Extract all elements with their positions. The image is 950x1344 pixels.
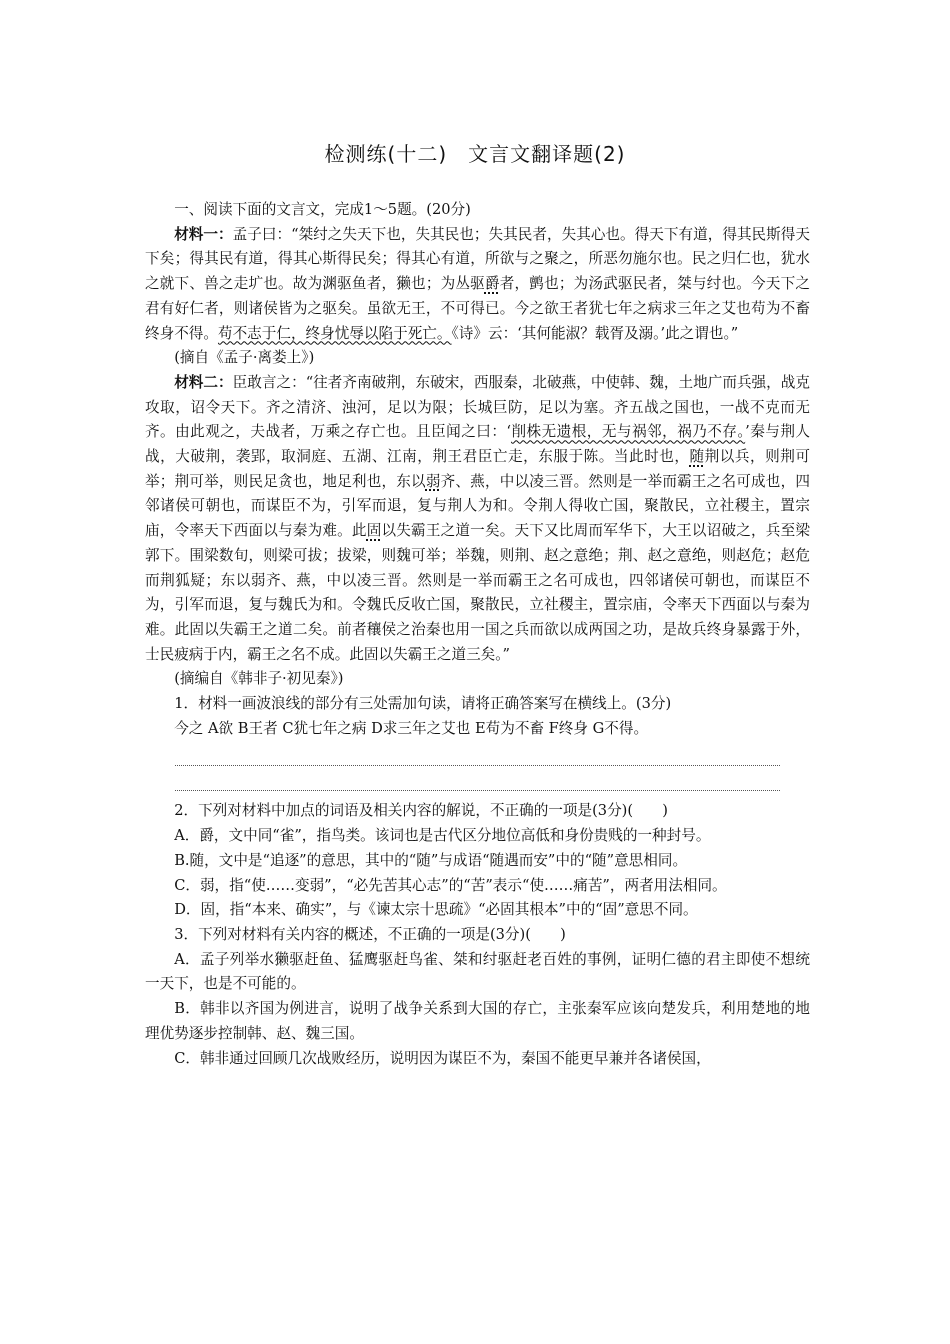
material-2-text-2: ’秦与荆人战，大破荆，袭郢，取洞庭、五湖、江南，荆王君臣亡走，东服于陈。当此时也， xyxy=(145,423,810,466)
material-1-text-1: 孟子曰：“桀纣之失天下也，失其民也；失其民者，失其心也。得天下有道，得其民斯得天下矣；得其民有道，得其心斯得民矣；得其心有道，所欲与之聚之，所恶勿施尔也。民之归仁也，犹水之就下、兽之走圹也。故为渊驱鱼者，獭也；为丛驱 xyxy=(145,225,810,293)
question-3-option-b: B．韩非以齐国为例进言，说明了战争关系到大国的存亡，主张秦军应该向楚发兵，利用楚地的地理优势逐步控制韩、赵、魏三国。 xyxy=(145,1000,810,1042)
material-2-wavy-underline: 削株无遗根，无与祸邻，祸乃不存。 xyxy=(511,423,746,441)
question-2-stem: 2．下列对材料中加点的词语及相关内容的解说，不正确的一项是(3分)( ) xyxy=(174,802,668,820)
question-3-stem: 3．下列对材料有关内容的概述，不正确的一项是(3分)( ) xyxy=(174,925,566,943)
question-3-option-c: C．韩非通过回顾几次战败经历，说明因为谋臣不为，秦国不能更早兼并各诸侯国， xyxy=(174,1049,711,1067)
question-3-option-a: A．孟子列举水獭驱赶鱼、猛鹰驱赶鸟雀、桀和纣驱赶老百姓的事例，证明仁德的君主即使不想统一天下，也是不可能的。 xyxy=(145,950,810,993)
material-1-source: (摘自《孟子·离娄上》) xyxy=(174,349,315,367)
material-1-text-2: 者，鹯也；为汤武驱民者，桀与纣也。今天下之君有好仁者，则诸侯皆为之驱矣。虽欲无王，不可得已。今之欲王者犹七年之病求三年之艾也苟为不畜终身不得。 xyxy=(145,275,810,342)
material-2-text-1: 臣敢言之：“往者齐南破荆，东破宋，西服秦，北破燕，中使韩、魏，土地广而兵强，战克攻取，诏令天下。齐之清济、浊河，足以为限；长城巨防，足以为塞。齐五战之国也，一战不克而无齐。由此观之，夫战者，万乘之存亡也。且臣闻之曰：‘ xyxy=(145,373,810,441)
material-1-text-3: 《诗》云：‘其何能淑？载胥及溺。’此之谓也。” xyxy=(451,324,739,342)
material-1 xyxy=(145,223,810,347)
question-2-option-b: B.随，文中是“追逐”的意思，其中的“随”与成语“随遇而安”中的“随”意思相同。 xyxy=(174,851,688,869)
material-2 xyxy=(145,371,810,667)
material-1-wavy-underline: 苟不志于仁，终身忧辱以陷于死亡。 xyxy=(217,324,452,342)
question-2-option-c: C．弱，指“使……变弱”，“必先苦其心志”的“苦”表示“使……痛苦”，两者用法相同。 xyxy=(174,876,727,894)
material-2-label: 材料二： xyxy=(174,373,233,391)
dotted-word-jue: 爵 xyxy=(484,275,500,293)
document-body xyxy=(145,198,810,1071)
dotted-word-gu: 固 xyxy=(366,522,382,540)
material-2-text-4: 齐、燕，中以凌三晋。然则是一举而霸王之名可成也，四邻诸侯可朝也，而谋臣不为，引军而退，复与荆人为和。令荆人得收亡国，聚散民，立社稷主，置宗庙，令率天下西面以与秦为难。此 xyxy=(145,472,810,540)
question-2-option-d: D．固，指“本来、确实”，与《谏太宗十思疏》“必固其根本”中的“固”意思不同。 xyxy=(174,901,698,919)
question-1-options: 今之 A欲 B王者 C犹七年之病 D求三年之艾也 E苟为不畜 F终身 G不得。 xyxy=(174,719,649,737)
answer-line-2[interactable] xyxy=(175,776,780,791)
dotted-word-sui: 随 xyxy=(689,448,705,466)
page-title: 检测练(十二) 文言文翻译题(2) xyxy=(324,142,626,166)
material-2-source: (摘编自《韩非子·初见秦》) xyxy=(174,670,344,688)
question-2-option-a: A．爵，文中同“雀”，指鸟类。该词也是古代区分地位高低和身份贵贱的一种封号。 xyxy=(174,827,711,845)
material-1-label: 材料一： xyxy=(174,225,233,243)
material-2-text-5: 以失霸王之道一矣。天下又比周而军华下，大王以诏破之，兵至梁郭下。围梁数旬，则梁可拔；拔梁，则魏可举；举魏，则荆、赵之意绝；荆、赵之意绝，则赵危；赵危而荆狐疑；东以弱齐、燕，中以凌三晋。然则是一举而霸王之名可成也，四邻诸侯可朝也，而谋臣不为，引军而退，复与魏氏为和。令魏氏反收亡国，聚散民，立社稷主，置宗庙，令率天下西面以与秦为难。此固以失霸王之道二矣。前者穰侯之治秦也用一国之兵而欲以成两国之功，是故兵终身暴露于外，士民疲病于内，霸王之名不成。此固以失霸王之道三矣。” xyxy=(145,522,810,663)
section-intro: 一、阅读下面的文言文，完成1～5题。(20分) xyxy=(174,201,471,218)
material-2-text-3: 荆以兵，则荆可举；荆可举，则民足贪也，地足利也，东以 xyxy=(145,448,810,490)
answer-line-1[interactable] xyxy=(175,751,780,766)
dotted-word-ruo: 弱 xyxy=(425,472,441,490)
question-1-stem: 1．材料一画波浪线的部分有三处需加句读，请将正确答案写在横线上。(3分) xyxy=(174,695,672,713)
